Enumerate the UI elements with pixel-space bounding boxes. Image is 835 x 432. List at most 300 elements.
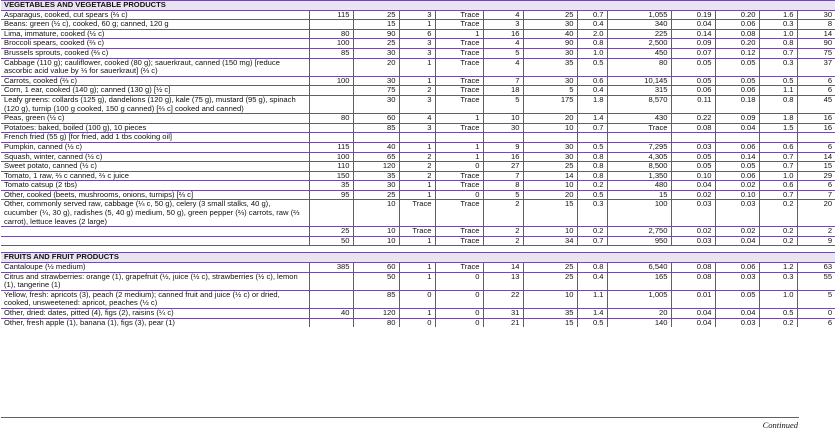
value-cell-c3: 30 <box>353 95 399 113</box>
value-cell-c10: 0.04 <box>671 181 715 191</box>
value-cell-c6: 5 <box>483 95 523 113</box>
value-cell-c7: 35 <box>523 58 577 76</box>
value-cell-c7: 10 <box>523 227 577 237</box>
value-cell-c9: 10,145 <box>607 76 671 86</box>
value-cell-c11: 0.05 <box>715 290 759 308</box>
value-cell-c12: 0.6 <box>759 181 797 191</box>
value-cell-c2 <box>309 272 353 290</box>
value-cell-c3: 120 <box>353 309 399 319</box>
value-cell-c12: 1.6 <box>759 10 797 20</box>
value-cell-c7: 30 <box>523 76 577 86</box>
value-cell-c4: 1 <box>399 309 435 319</box>
value-cell-c7: 30 <box>523 20 577 30</box>
value-cell-c6: 9 <box>483 142 523 152</box>
value-cell-c6: 7 <box>483 76 523 86</box>
value-cell-c11: 0.20 <box>715 10 759 20</box>
value-cell-c9: 340 <box>607 20 671 30</box>
value-cell-c4: 4 <box>399 114 435 124</box>
table-row <box>1 181 835 191</box>
food-name-cell: Broccoli spears, cooked (⅔ c) <box>1 39 309 49</box>
value-cell-c3: 10 <box>353 200 399 227</box>
value-cell-c5: 1 <box>435 142 483 152</box>
value-cell-c9: 7,295 <box>607 142 671 152</box>
value-cell-c13: 16 <box>797 123 835 133</box>
value-cell-c4: 1 <box>399 142 435 152</box>
value-cell-c2: 40 <box>309 309 353 319</box>
value-cell-c11: 0.05 <box>715 76 759 86</box>
table-row <box>1 114 835 124</box>
value-cell-c5: Trace <box>435 236 483 246</box>
value-cell-c11: 0.05 <box>715 162 759 172</box>
value-cell-c2: 150 <box>309 171 353 181</box>
value-cell-c3: 35 <box>353 171 399 181</box>
value-cell-c9: 165 <box>607 272 671 290</box>
value-cell-c10: 0.02 <box>671 227 715 237</box>
value-cell-c3: 25 <box>353 39 399 49</box>
table-bottom-rule <box>1 417 799 418</box>
value-cell-c13: 0 <box>797 309 835 319</box>
value-cell-c13: 14 <box>797 29 835 39</box>
food-name-cell: Potatoes: baked, boiled (100 g), 10 pieces <box>1 123 309 133</box>
value-cell-c2: 100 <box>309 152 353 162</box>
value-cell-c10: 0.03 <box>671 200 715 227</box>
value-cell-c12: 1.2 <box>759 263 797 273</box>
value-cell-c9: 4,305 <box>607 152 671 162</box>
value-cell-c3: 15 <box>353 20 399 30</box>
value-cell-c11: 0.02 <box>715 227 759 237</box>
value-cell-c6: 5 <box>483 190 523 200</box>
value-cell-c9: 450 <box>607 48 671 58</box>
value-cell-c10: 0.11 <box>671 95 715 113</box>
section-header <box>1 1 835 11</box>
value-cell-c13: 5 <box>797 290 835 308</box>
value-cell-c2: 100 <box>309 76 353 86</box>
food-name-cell: Peas, green (½ c) <box>1 114 309 124</box>
value-cell-c3: 10 <box>353 227 399 237</box>
value-cell-c2 <box>309 133 353 143</box>
value-cell-c9: 8,570 <box>607 95 671 113</box>
value-cell-c13: 15 <box>797 162 835 172</box>
value-cell-c2: 100 <box>309 39 353 49</box>
value-cell-c5: 0 <box>435 290 483 308</box>
value-cell-c8: 0.8 <box>577 162 607 172</box>
value-cell-c12: 0.2 <box>759 200 797 227</box>
value-cell-c8: 1.4 <box>577 114 607 124</box>
table-row <box>1 309 835 319</box>
value-cell-c5: Trace <box>435 86 483 96</box>
value-cell-c12: 0.7 <box>759 48 797 58</box>
value-cell-c11: 0.06 <box>715 171 759 181</box>
value-cell-c4: Trace <box>399 227 435 237</box>
continued-label: Continued <box>762 420 798 430</box>
food-name-cell: Pumpkin, canned (½ c) <box>1 142 309 152</box>
value-cell-c8: 0.5 <box>577 190 607 200</box>
value-cell-c2: 115 <box>309 142 353 152</box>
value-cell-c8: 0.2 <box>577 227 607 237</box>
value-cell-c2: 25 <box>309 227 353 237</box>
value-cell-c12: 0.7 <box>759 152 797 162</box>
food-name-cell: Tomato, 1 raw, ⅔ c canned, ⅔ c juice <box>1 171 309 181</box>
value-cell-c8: 1.8 <box>577 95 607 113</box>
table-row <box>1 227 835 237</box>
value-cell-c8: 2.0 <box>577 29 607 39</box>
value-cell-c2: 80 <box>309 114 353 124</box>
value-cell-c4: 6 <box>399 29 435 39</box>
value-cell-c10: 0.06 <box>671 86 715 96</box>
value-cell-c9: 140 <box>607 318 671 327</box>
value-cell-c9: 6,540 <box>607 263 671 273</box>
food-name-cell <box>1 227 309 237</box>
value-cell-c9: 80 <box>607 58 671 76</box>
food-name-cell: Other, commonly served raw, cabbage (¼ c, 50 g), celery (3 small stalks, 40 g), cucumber (¼, 30 g), radishes (5, 40 g) medium, 50 g), green pepper (⅔) carrots, raw (⅔ carrot), lettuce leaves (2 large) <box>1 200 309 227</box>
value-cell-c6: 30 <box>483 123 523 133</box>
value-cell-c10: 0.22 <box>671 114 715 124</box>
value-cell-c12: 1.8 <box>759 114 797 124</box>
value-cell-c4: Trace <box>399 200 435 227</box>
value-cell-c13: 37 <box>797 58 835 76</box>
value-cell-c7: 30 <box>523 48 577 58</box>
value-cell-c5: 0 <box>435 162 483 172</box>
value-cell-c5: Trace <box>435 58 483 76</box>
value-cell-c6: 14 <box>483 263 523 273</box>
section-spacer-cell <box>1 246 835 253</box>
value-cell-c3: 30 <box>353 48 399 58</box>
value-cell-c7: 10 <box>523 290 577 308</box>
value-cell-c11: 0.18 <box>715 95 759 113</box>
value-cell-c12: 0.6 <box>759 142 797 152</box>
food-name-cell: Cabbage (110 g); cauliflower, cooked (80 g); sauerkraut, canned (150 mg) [reduce ascorbic acid value by ⅓ for sauerkraut] (⅔ c) <box>1 58 309 76</box>
value-cell-c12: 1.0 <box>759 290 797 308</box>
value-cell-c13: 2 <box>797 227 835 237</box>
section-spacer <box>1 246 835 253</box>
value-cell-c11: 0.03 <box>715 272 759 290</box>
value-cell-c11: 0.06 <box>715 263 759 273</box>
value-cell-c7: 20 <box>523 114 577 124</box>
value-cell-c13: 6 <box>797 86 835 96</box>
value-cell-c13: 14 <box>797 152 835 162</box>
value-cell-c3: 65 <box>353 152 399 162</box>
value-cell-c4: 2 <box>399 86 435 96</box>
value-cell-c7: 25 <box>523 162 577 172</box>
value-cell-c5 <box>435 133 483 143</box>
value-cell-c12: 0.3 <box>759 272 797 290</box>
food-name-cell: Tomato catsup (2 tbs) <box>1 181 309 191</box>
value-cell-c7: 30 <box>523 142 577 152</box>
value-cell-c9: 430 <box>607 114 671 124</box>
value-cell-c13: 7 <box>797 190 835 200</box>
table-row <box>1 162 835 172</box>
table-row <box>1 95 835 113</box>
value-cell-c10: 0.19 <box>671 10 715 20</box>
food-name-cell: Sweet potato, canned (½ c) <box>1 162 309 172</box>
value-cell-c9: 1,055 <box>607 10 671 20</box>
value-cell-c12 <box>759 133 797 143</box>
value-cell-c5: 1 <box>435 152 483 162</box>
value-cell-c10: 0.08 <box>671 123 715 133</box>
value-cell-c13: 63 <box>797 263 835 273</box>
value-cell-c8: 0.3 <box>577 200 607 227</box>
value-cell-c12: 1.1 <box>759 86 797 96</box>
food-name-cell: Brussels sprouts, cooked (⅔ c) <box>1 48 309 58</box>
value-cell-c8: 0.7 <box>577 236 607 246</box>
table-row <box>1 142 835 152</box>
food-name-cell: Carrots, cooked (⅔ c) <box>1 76 309 86</box>
section-title: FRUITS AND FRUIT PRODUCTS <box>1 253 835 263</box>
value-cell-c10: 0.04 <box>671 309 715 319</box>
value-cell-c6: 22 <box>483 290 523 308</box>
value-cell-c2 <box>309 290 353 308</box>
value-cell-c10: 0.08 <box>671 263 715 273</box>
table-row <box>1 236 835 246</box>
value-cell-c11: 0.06 <box>715 86 759 96</box>
value-cell-c11: 0.02 <box>715 181 759 191</box>
nutrition-table <box>1 0 835 327</box>
value-cell-c10 <box>671 133 715 143</box>
value-cell-c7: 10 <box>523 181 577 191</box>
value-cell-c5: 0 <box>435 318 483 327</box>
value-cell-c8: 0.8 <box>577 39 607 49</box>
value-cell-c12: 0.7 <box>759 162 797 172</box>
value-cell-c7 <box>523 133 577 143</box>
value-cell-c8: 0.8 <box>577 152 607 162</box>
value-cell-c13: 75 <box>797 48 835 58</box>
value-cell-c4: 3 <box>399 48 435 58</box>
value-cell-c4: 0 <box>399 290 435 308</box>
value-cell-c4: 3 <box>399 123 435 133</box>
value-cell-c2: 115 <box>309 10 353 20</box>
value-cell-c3: 60 <box>353 114 399 124</box>
value-cell-c6: 4 <box>483 10 523 20</box>
value-cell-c10: 0.03 <box>671 142 715 152</box>
food-name-cell <box>1 236 309 246</box>
value-cell-c6: 2 <box>483 236 523 246</box>
value-cell-c3 <box>353 133 399 143</box>
food-name-cell: Yellow, fresh: apricots (3), peach (2 medium); canned fruit and juice (½ c) or dried, cooked, unsweetened: apricot, peaches (½ c) <box>1 290 309 308</box>
value-cell-c4: 3 <box>399 95 435 113</box>
table-row <box>1 133 835 143</box>
value-cell-c7: 175 <box>523 95 577 113</box>
value-cell-c10: 0.05 <box>671 162 715 172</box>
value-cell-c2: 85 <box>309 48 353 58</box>
value-cell-c3: 25 <box>353 190 399 200</box>
value-cell-c4: 1 <box>399 58 435 76</box>
value-cell-c5: Trace <box>435 227 483 237</box>
value-cell-c13: 55 <box>797 272 835 290</box>
value-cell-c3: 80 <box>353 318 399 327</box>
value-cell-c8: 0.6 <box>577 76 607 86</box>
value-cell-c5: Trace <box>435 123 483 133</box>
value-cell-c11: 0.12 <box>715 48 759 58</box>
value-cell-c5: Trace <box>435 76 483 86</box>
value-cell-c10: 0.04 <box>671 318 715 327</box>
value-cell-c2: 110 <box>309 162 353 172</box>
value-cell-c6: 5 <box>483 48 523 58</box>
value-cell-c2: 35 <box>309 181 353 191</box>
value-cell-c10: 0.08 <box>671 272 715 290</box>
value-cell-c5: Trace <box>435 263 483 273</box>
value-cell-c13: 16 <box>797 114 835 124</box>
table-row <box>1 200 835 227</box>
table-row <box>1 272 835 290</box>
value-cell-c9: 480 <box>607 181 671 191</box>
value-cell-c7: 34 <box>523 236 577 246</box>
value-cell-c2: 80 <box>309 29 353 39</box>
value-cell-c11: 0.04 <box>715 123 759 133</box>
value-cell-c6: 27 <box>483 162 523 172</box>
value-cell-c11: 0.10 <box>715 190 759 200</box>
value-cell-c10: 0.02 <box>671 190 715 200</box>
value-cell-c4: 1 <box>399 181 435 191</box>
table-row <box>1 86 835 96</box>
value-cell-c9: 1,350 <box>607 171 671 181</box>
value-cell-c13: 6 <box>797 142 835 152</box>
value-cell-c11: 0.04 <box>715 309 759 319</box>
value-cell-c13: 9 <box>797 236 835 246</box>
value-cell-c7: 15 <box>523 200 577 227</box>
value-cell-c3: 50 <box>353 272 399 290</box>
value-cell-c12: 0.5 <box>759 76 797 86</box>
value-cell-c11: 0.04 <box>715 236 759 246</box>
value-cell-c13: 90 <box>797 39 835 49</box>
food-name-cell: French fried (55 g) [for fried, add 1 tbs cooking oil] <box>1 133 309 143</box>
value-cell-c4: 2 <box>399 152 435 162</box>
value-cell-c13: 45 <box>797 95 835 113</box>
value-cell-c3: 120 <box>353 162 399 172</box>
section-title: VEGETABLES AND VEGETABLE PRODUCTS <box>1 1 835 11</box>
value-cell-c5: 1 <box>435 29 483 39</box>
value-cell-c6: 31 <box>483 309 523 319</box>
value-cell-c8: 0.7 <box>577 10 607 20</box>
value-cell-c3: 25 <box>353 10 399 20</box>
value-cell-c6 <box>483 133 523 143</box>
value-cell-c7: 25 <box>523 10 577 20</box>
food-name-cell: Squash, winter, canned (½ c) <box>1 152 309 162</box>
value-cell-c7: 25 <box>523 272 577 290</box>
value-cell-c4: 1 <box>399 272 435 290</box>
value-cell-c7: 40 <box>523 29 577 39</box>
value-cell-c6: 2 <box>483 227 523 237</box>
nutrition-table-body <box>1 1 835 328</box>
value-cell-c4: 3 <box>399 39 435 49</box>
value-cell-c8: 0.7 <box>577 123 607 133</box>
value-cell-c12: 1.0 <box>759 171 797 181</box>
table-row <box>1 20 835 30</box>
value-cell-c4: 1 <box>399 20 435 30</box>
value-cell-c9: Trace <box>607 123 671 133</box>
value-cell-c5: Trace <box>435 171 483 181</box>
value-cell-c6: 4 <box>483 39 523 49</box>
value-cell-c13: 29 <box>797 171 835 181</box>
value-cell-c11: 0.05 <box>715 58 759 76</box>
value-cell-c4: 1 <box>399 76 435 86</box>
value-cell-c8: 0.4 <box>577 272 607 290</box>
value-cell-c8: 1.1 <box>577 290 607 308</box>
food-name-cell: Citrus and strawberries: orange (1), grapefruit (½, juice (½ c), strawberries (½ c), lemon (1), tangerine (1) <box>1 272 309 290</box>
value-cell-c11: 0.03 <box>715 200 759 227</box>
food-name-cell: Other, cooked (beets, mushrooms, onions, turnips) [⅔ c] <box>1 190 309 200</box>
value-cell-c8: 0.2 <box>577 181 607 191</box>
value-cell-c2 <box>309 200 353 227</box>
food-name-cell: Cantaloupe (½ medium) <box>1 263 309 273</box>
food-name-cell: Other, dried: dates, pitted (4), figs (2), raisins (¼ c) <box>1 309 309 319</box>
value-cell-c12: 1.5 <box>759 123 797 133</box>
value-cell-c10: 0.10 <box>671 171 715 181</box>
value-cell-c10: 0.01 <box>671 290 715 308</box>
value-cell-c12: 0.3 <box>759 20 797 30</box>
value-cell-c8: 0.5 <box>577 58 607 76</box>
value-cell-c6: 10 <box>483 114 523 124</box>
value-cell-c8: 0.5 <box>577 318 607 327</box>
value-cell-c6: 4 <box>483 58 523 76</box>
value-cell-c12: 0.2 <box>759 236 797 246</box>
value-cell-c12: 0.5 <box>759 309 797 319</box>
table-row <box>1 318 835 327</box>
value-cell-c4: 0 <box>399 318 435 327</box>
value-cell-c12: 0.2 <box>759 227 797 237</box>
value-cell-c10: 0.05 <box>671 58 715 76</box>
value-cell-c13: 6 <box>797 318 835 327</box>
value-cell-c13: 6 <box>797 76 835 86</box>
value-cell-c8: 0.8 <box>577 263 607 273</box>
value-cell-c6: 16 <box>483 29 523 39</box>
value-cell-c4: 1 <box>399 236 435 246</box>
value-cell-c3: 85 <box>353 290 399 308</box>
value-cell-c9: 20 <box>607 309 671 319</box>
value-cell-c8: 1.4 <box>577 309 607 319</box>
value-cell-c3: 85 <box>353 123 399 133</box>
food-name-cell: Corn, 1 ear, cooked (140 g); canned (130 g) [½ c] <box>1 86 309 96</box>
value-cell-c13: 8 <box>797 20 835 30</box>
value-cell-c2: 385 <box>309 263 353 273</box>
value-cell-c11: 0.14 <box>715 152 759 162</box>
value-cell-c5: Trace <box>435 48 483 58</box>
value-cell-c9 <box>607 133 671 143</box>
value-cell-c9: 950 <box>607 236 671 246</box>
value-cell-c9: 2,500 <box>607 39 671 49</box>
value-cell-c3: 20 <box>353 58 399 76</box>
value-cell-c2 <box>309 95 353 113</box>
value-cell-c9: 1,005 <box>607 290 671 308</box>
value-cell-c8 <box>577 133 607 143</box>
value-cell-c12: 0.2 <box>759 318 797 327</box>
food-name-cell: Lima, immature, cooked (½ c) <box>1 29 309 39</box>
table-row <box>1 290 835 308</box>
value-cell-c12: 1.0 <box>759 29 797 39</box>
value-cell-c5: 0 <box>435 272 483 290</box>
value-cell-c7: 5 <box>523 86 577 96</box>
value-cell-c3: 30 <box>353 76 399 86</box>
value-cell-c9: 15 <box>607 190 671 200</box>
value-cell-c6: 21 <box>483 318 523 327</box>
value-cell-c4: 3 <box>399 10 435 20</box>
value-cell-c10: 0.03 <box>671 236 715 246</box>
value-cell-c5: Trace <box>435 10 483 20</box>
value-cell-c10: 0.04 <box>671 20 715 30</box>
value-cell-c9: 8,500 <box>607 162 671 172</box>
value-cell-c5: 0 <box>435 190 483 200</box>
value-cell-c11: 0.08 <box>715 29 759 39</box>
value-cell-c13: 6 <box>797 181 835 191</box>
value-cell-c6: 2 <box>483 200 523 227</box>
value-cell-c5: Trace <box>435 200 483 227</box>
value-cell-c7: 14 <box>523 171 577 181</box>
value-cell-c10: 0.05 <box>671 76 715 86</box>
table-row <box>1 263 835 273</box>
value-cell-c5: 1 <box>435 114 483 124</box>
value-cell-c3: 40 <box>353 142 399 152</box>
value-cell-c3: 90 <box>353 29 399 39</box>
value-cell-c13: 30 <box>797 10 835 20</box>
